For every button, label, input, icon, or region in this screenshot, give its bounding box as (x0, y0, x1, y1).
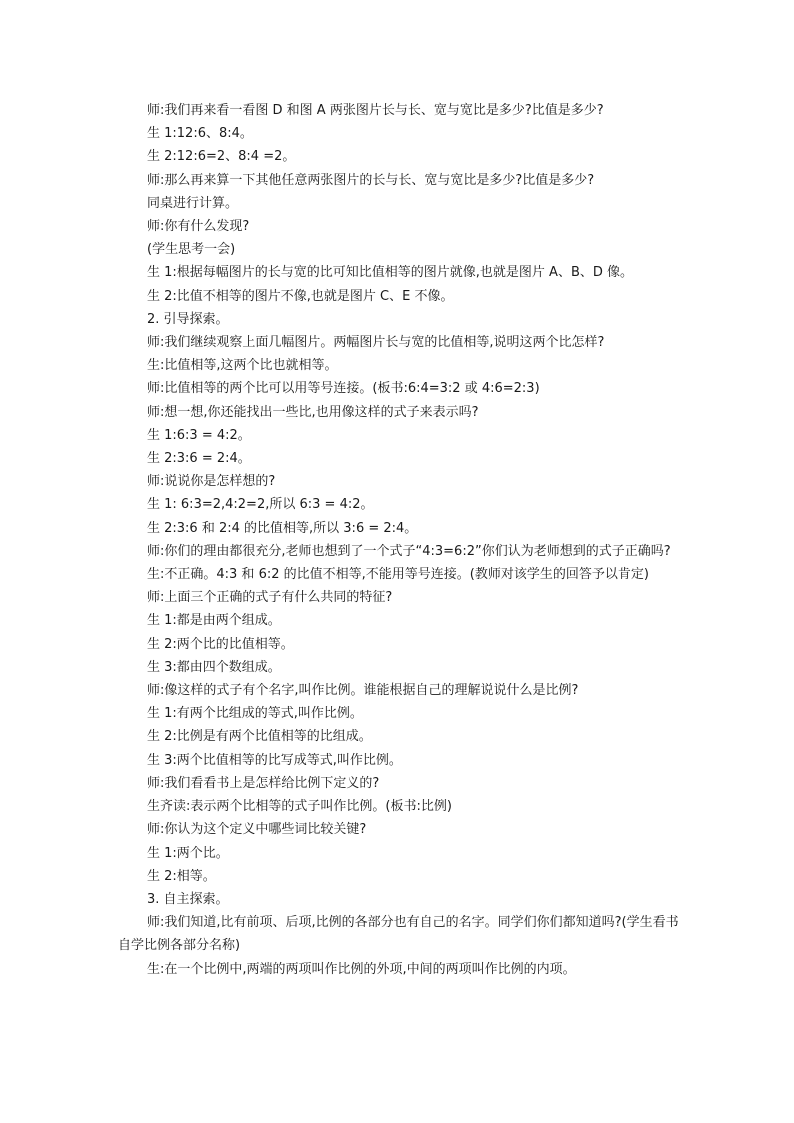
dialogue-line: 生 1:两个比。 (147, 845, 229, 861)
dialogue-line: 生:比值相等,这两个比也就相等。 (147, 358, 338, 374)
dialogue-line: 师:我们看看书上是怎样给比例下定义的? (147, 775, 380, 791)
dialogue-line: 师:想一想,你还能找出一些比,也用像这样的式子来表示吗? (147, 404, 479, 420)
dialogue-line: 生:不正确。4:3 和 6:2 的比值不相等,不能用等号连接。(教师对该学生的回答予以肯定) (147, 567, 649, 583)
section-heading: 3. 自主探索。 (147, 891, 229, 907)
dialogue-line: 师:像这样的式子有个名字,叫作比例。谁能根据自己的理解说说什么是比例? (147, 683, 579, 699)
dialogue-line: 生 1:根据每幅图片的长与宽的比可知比值相等的图片就像,也就是图片 A、B、D 像。 (147, 265, 634, 281)
dialogue-line: 生齐读:表示两个比相等的式子叫作比例。(板书:比例) (147, 799, 452, 815)
dialogue-line: 师:说说你是怎样想的? (147, 474, 276, 490)
dialogue-line: 生 2:12:6=2、8:4 =2。 (147, 149, 296, 165)
dialogue-line: 同桌进行计算。 (147, 195, 239, 211)
dialogue-line: 生 1:都是由两个组成。 (147, 613, 281, 629)
dialogue-line: 师:那么再来算一下其他任意两张图片的长与长、宽与宽比是多少?比值是多少? (147, 172, 595, 188)
dialogue-line: 师:我们知道,比有前项、后项,比例的各部分也有自己的名字。同学们你们都知道吗?(学生看书自学比例各部分名称) (118, 915, 679, 954)
dialogue-line: 生 2:比值不相等的图片不像,也就是图片 C、E 不像。 (147, 288, 454, 304)
section-heading: 2. 引导探索。 (147, 311, 229, 327)
dialogue-line: 生 2:3:6 和 2:4 的比值相等,所以 3:6 = 2:4。 (147, 520, 418, 536)
dialogue-line: 师:你认为这个定义中哪些词比较关键? (147, 822, 367, 838)
dialogue-line: 师:比值相等的两个比可以用等号连接。(板书:6:4=3:2 或 4:6=2:3) (147, 381, 540, 397)
dialogue-line: 师:你有什么发现? (147, 219, 250, 235)
dialogue-line: 生 3:两个比值相等的比写成等式,叫作比例。 (147, 752, 402, 768)
dialogue-line: (学生思考一会) (147, 242, 236, 258)
dialogue-line: 师:上面三个正确的式子有什么共同的特征? (147, 590, 393, 606)
dialogue-line: 生 2:相等。 (147, 868, 216, 884)
dialogue-line: 生 3:都由四个数组成。 (147, 659, 281, 675)
dialogue-line: 师:我们再来看一看图 D 和图 A 两张图片长与长、宽与宽比是多少?比值是多少? (147, 103, 604, 118)
dialogue-line: 生:在一个比例中,两端的两项叫作比例的外项,中间的两项叫作比例的内项。 (147, 961, 576, 977)
dialogue-line: 师:我们继续观察上面几幅图片。两幅图片长与宽的比值相等,说明这两个比怎样? (147, 335, 605, 351)
dialogue-line: 生 1:12:6、8:4。 (147, 126, 253, 142)
dialogue-line: 师:你们的理由都很充分,老师也想到了一个式子“4:3=6:2”你们认为老师想到的式子正确吗? (147, 543, 671, 559)
dialogue-line: 生 1:有两个比组成的等式,叫作比例。 (147, 706, 363, 722)
dialogue-line: 生 2:比例是有两个比值相等的比组成。 (147, 729, 372, 745)
dialogue-line: 生 1: 6:3=2,4:2=2,所以 6:3 = 4:2。 (147, 497, 374, 513)
document-body (118, 99, 680, 981)
dialogue-line: 生 2:3:6 = 2:4。 (147, 451, 251, 467)
dialogue-line: 生 1:6:3 = 4:2。 (147, 427, 251, 443)
dialogue-line: 生 2:两个比的比值相等。 (147, 636, 294, 652)
